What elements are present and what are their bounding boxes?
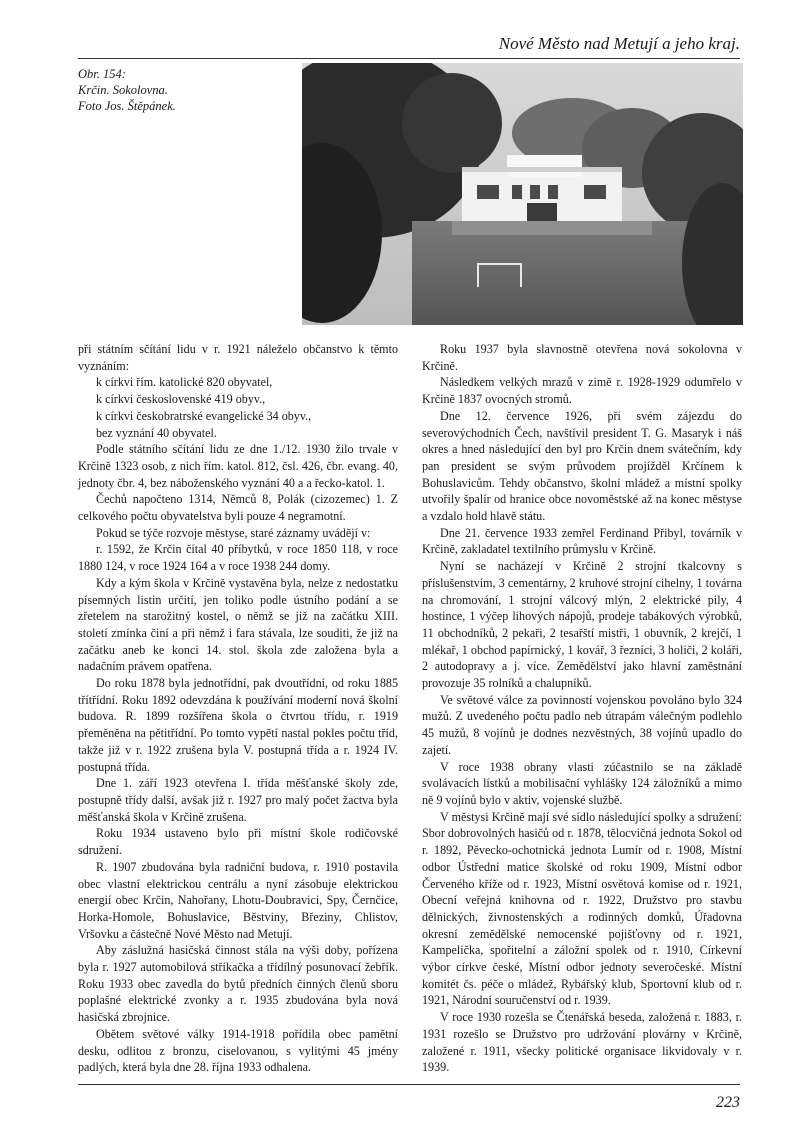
running-header xyxy=(78,34,740,59)
figure-caption xyxy=(78,66,278,114)
paragraph: Obětem světové války 1914-1918 pořídila obec pamětní desku, odlitou z bronzu, ciselovanou, s vylitými 45 jmény padlých, která byla dne 28. října 1933 odhalena. xyxy=(78,1026,398,1075)
paragraph: Následkem velkých mrazů v zimě r. 1928-1929 odumřelo v Krčině 1837 ovocných stromů. xyxy=(422,375,742,407)
paragraph: R. 1907 zbudována byla radniční budova, r. 1910 postavila obec vlastní elektrickou centrálu a nyní zásobuje elektrickou energií obec Krčin, Nahořany, Lhotu-Doubravici, Spy, Černčice, Horka-Homole, Bohuslavice, Běstviny, Březiny, Chlistov, Vršovku a částečně Nové Město nad Metují. xyxy=(78,859,398,941)
paragraph: Aby záslužná hasičská činnost stála na výši doby, pořízena byla r. 1927 automobilová stříkačka a třídílný posunovací žebřík. Roku 1933 obec zavedla do bytů předních činných členů sboru poplašné elektrické zvonky a r. 1935 zbudována byla nová hasičská zbrojnice. xyxy=(78,943,398,1025)
page-number: 223 xyxy=(716,1094,740,1111)
paragraph: Dne 21. července 1933 zemřel Ferdinand Přibyl, továrník v Krčině, zakladatel textilního průmyslu v Krčině. xyxy=(422,525,742,557)
paragraph: V městysi Krčině mají své sídlo následující spolky a sdružení: Sbor dobrovolných hasičů od r. 1878, tělocvičná jednota Sokol od r. 1892, Pěvecko-ochotnická jednota Lumír od r. 1908, Místní odbor Ústřední matice školské od roku 1909, Místní odbor Červeného kříže od r. 1923, Místní osvětová komise od r. 1921, Obecní veřejná knihovna od r. 1922, Družstvo pro stavbu dělnických, živnostenských a rodinných domků, Úřadovna okresní zemědělské nemocenské pojišťovny od r. 1921, Kampelička, spořitelní a záložní spolek od r. 1910, Církevní výbor církve české, Místní odbor jednoty severočeské. Místní komitét čs. péče o mládež, Rybářský klub, Sportovní klub od r. 1921, Národní souručenství od r. 1939. xyxy=(422,809,742,1008)
list-item: bez vyznání 40 obyvatel. xyxy=(96,425,217,440)
paragraph: Dne 12. července 1926, při svém zájezdu do severovýchodních Čech, navštívil president T. G. Masaryk i náš okres a hned následující den byl pro Krčin dnem svátečním, kdy pan president se svým průvodem projížděl Krčínem k Bohuslavicům. Tehdy občanstvo, školní mládež a místní spolky utvořily špalír od hranice obce novoměstské až na konec městyse a vzdalo hold hlavě státu. xyxy=(422,408,742,524)
left-column xyxy=(78,341,398,1076)
caption-line: Krčin. Sokolovna. xyxy=(78,83,168,97)
paragraph: V roce 1930 rozešla se Čtenářská beseda, založená r. 1883, r. 1931 rozešlo se Družstvo pro udržování plovárny v Krčině, založené r. 1911, všecky politické organisace likvidovaly v r. 1939. xyxy=(422,1010,742,1075)
paragraph: Podle státního sčítání lidu ze dne 1./12. 1930 žilo trvale v Krčině 1323 osob, z nich řím. katol. 812, čsl. 426, čbr. evang. 40, jednoty čbr. 4, bez náboženského vyznání 40 a a řecko-katol. 1. xyxy=(78,442,398,490)
sokolovna-photo xyxy=(302,63,743,325)
paragraph: při státním sčítání lidu v r. 1921 náleželo občanstvo k těmto vyznáním: xyxy=(78,342,398,373)
paragraph: Čechů napočteno 1314, Němců 8, Polák (cizozemec) 1. Z celkového počtu obyvatelstva byli pouze 4 negramotní. xyxy=(78,492,398,524)
paragraph: r. 1592, že Krčin čítal 40 příbytků, v roce 1850 118, v roce 1880 124, v roce 1924 164 a v roce 1938 244 domy. xyxy=(78,542,398,574)
header-title: Nové Město nad Metují a jeho kraj. xyxy=(498,34,740,53)
list-item: k církvi řím. katolické 820 obyvatel, xyxy=(96,375,273,390)
paragraph: Kdy a kým škola v Krčině vystavěna byla, nelze z nedostatku písemných listin určití, jen toliko podle ústního podání a se zřetelem na starožitný kostel, o němž se již na začátku XIII. století zmínka činí a při němž i fara stávala, lze souditi, že již na začátku aneb ke konci 14. stol. škola zde založena byla a nadačním právem opatřena. xyxy=(78,575,398,674)
paragraph: Nyní se nacházejí v Krčině 2 strojní tkalcovny s příslušenstvím, 3 cementárny, 2 kruhové strojní cihelny, 1 továrna na chromování, 1 strojní válcový mlýn, 2 elektrické pily, 4 hostince, 1 výčep lihových nápojů, prodeje tabákových výrobků, 11 obchodníků, 2 pekaři, 2 tesařští mistři, 1 obuvník, 2 krejčí, 1 mlékař, 1 obchod papírnický, 1 kovář, 3 řezníci, 3 holiči, 2 koláři, 2 autodopravy a j. více. Zemědělství jako hlavní zaměstnání provozuje 35 rolníků a chalupníků. xyxy=(422,559,742,691)
caption-line: Foto Jos. Štěpánek. xyxy=(78,99,176,113)
list-item: k církvi českobratrské evangelické 34 obyv., xyxy=(96,408,312,423)
paragraph: Roku 1934 ustaveno bylo při místní škole rodičovské sdružení. xyxy=(78,826,398,858)
footer-rule xyxy=(78,1084,740,1085)
paragraph: Pokud se týče rozvoje městyse, staré záznamy uvádějí v: xyxy=(96,525,371,540)
paragraph: Roku 1937 byla slavnostně otevřena nová sokolovna v Krčině. xyxy=(422,342,742,373)
paragraph: Dne 1. září 1923 otevřena I. třída měšťanské školy zde, postupně třídy další, avšak již r. 1927 pro malý počet žactva byla měšťanská škola v Krčině zrušena. xyxy=(78,776,398,824)
right-column xyxy=(422,341,742,1076)
caption-line: Obr. 154: xyxy=(78,67,126,81)
paragraph: Do roku 1878 byla jednotřídní, pak dvoutřídní, od roku 1885 třítřídní. Roku 1892 odevzdána k používání moderní nová školní budova. R. 1899 rozšířena škola o čtvrtou třídu, r. 1919 přeměněna na pětitřídní. Po tomto vypětí nastal pokles počtu tříd, takže již v r. 1922 zrušena byla V. postupná třída a r. 1924 IV. postupná třída. xyxy=(78,676,398,774)
paragraph: Ve světové válce za povinností vojenskou povoláno bylo 324 mužů. Z uvedeného počtu padlo neb útrapám válečným podlehlo 45 mužů, 8 vojínů je dodnes nezvěstných, 38 vojínů upadlo do zajetí. xyxy=(422,692,742,757)
list-item: k církvi československé 419 obyv., xyxy=(96,392,266,407)
paragraph: V roce 1938 obrany vlasti zúčastnilo se na základě svolávacích lístků a mobilisační vyhlášky 124 záložníků a mimo ně 9 vojínů bylo v aktiv, vojenské službě. xyxy=(422,759,742,807)
